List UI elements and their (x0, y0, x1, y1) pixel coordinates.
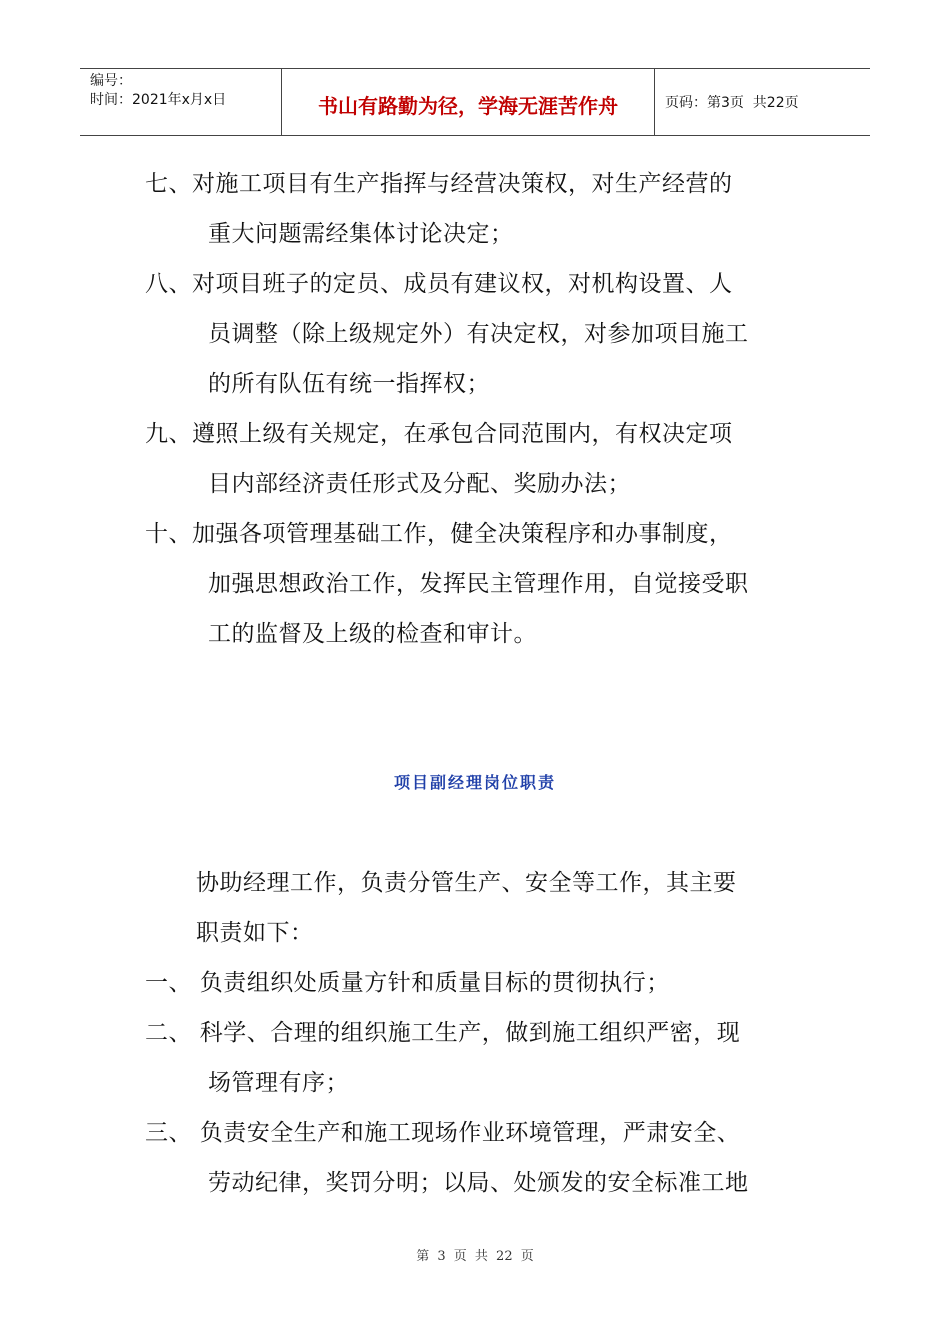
page-info: 页码：第3页 共22页 (665, 95, 799, 111)
body-line: 重大问题需经集体讨论决定； (208, 221, 514, 247)
section-line: 一、 负责组织处质量方针和质量目标的贯彻执行； (145, 970, 670, 996)
document-header (80, 68, 870, 136)
body-line: 八、对项目班子的定员、成员有建议权，对机构设置、人 (145, 271, 733, 297)
section-line: 职责如下： (196, 920, 314, 946)
body-line: 九、遵照上级有关规定，在承包合同范围内，有权决定项 (145, 421, 733, 447)
header-motto-cell (282, 69, 655, 135)
body-line: 员调整（除上级规定外）有决定权，对参加项目施工 (208, 321, 749, 347)
body-line: 工的监督及上级的检查和审计。 (208, 621, 537, 647)
section-line: 协助经理工作，负责分管生产、安全等工作，其主要 (196, 870, 737, 896)
time-label: 时间：2021年x月x日 (90, 92, 227, 108)
serial-number-label: 编号： (90, 73, 132, 89)
body-line: 目内部经济责任形式及分配、奖励办法； (208, 471, 631, 497)
body-line: 七、对施工项目有生产指挥与经营决策权，对生产经营的 (145, 171, 733, 197)
header-meta-cell (80, 69, 282, 135)
body-line: 的所有队伍有统一指挥权； (208, 371, 490, 397)
motto-text: 书山有路勤为径，学海无涯苦作舟 (318, 93, 618, 118)
body-line: 加强思想政治工作，发挥民主管理作用，自觉接受职 (208, 571, 749, 597)
header-page-cell (655, 69, 870, 135)
section-line: 场管理有序； (208, 1070, 349, 1096)
section-line: 二、 科学、合理的组织施工生产，做到施工组织严密，现 (145, 1020, 741, 1046)
section-title: 项目副经理岗位职责 (393, 773, 556, 792)
body-line: 十、加强各项管理基础工作，健全决策程序和办事制度， (145, 521, 733, 547)
page-footer: 第 3 页 共 22 页 (416, 1249, 534, 1264)
section-line: 劳动纪律，奖罚分明；以局、处颁发的安全标准工地 (208, 1170, 749, 1196)
section-line: 三、 负责安全生产和施工现场作业环境管理，严肃安全、 (145, 1120, 741, 1146)
